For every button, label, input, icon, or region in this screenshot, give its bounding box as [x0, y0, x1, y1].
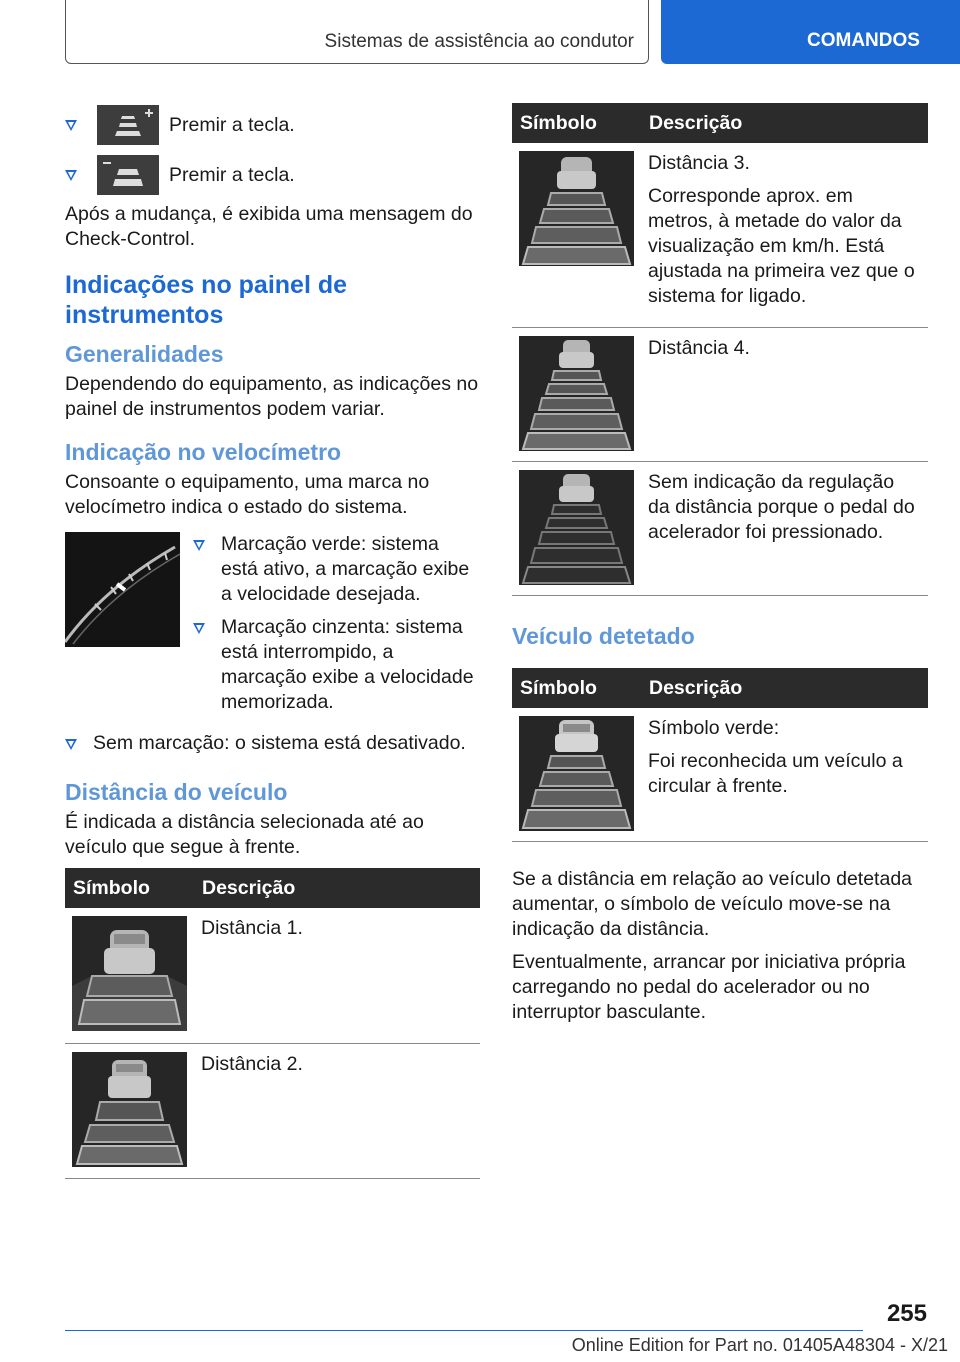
- page-number: 255: [886, 1300, 927, 1327]
- heading-speedometer: Indicação no velocímetro: [65, 439, 342, 465]
- bullet-triangle-icon: [65, 120, 77, 131]
- row-description: Foi reconhecida um veículo a circular à frente.: [648, 750, 903, 797]
- list-item: Sem marcação: o sistema está desativado.: [65, 731, 480, 756]
- footer-divider: [65, 1330, 863, 1331]
- row-description: Distância 3.: [648, 152, 750, 174]
- table-header-row: [65, 868, 480, 908]
- table-header-row: [512, 103, 928, 143]
- table-row: [65, 1043, 480, 1178]
- right-column: [512, 103, 928, 1033]
- table-header-row: [512, 668, 928, 708]
- key-item-decrease: [65, 150, 480, 200]
- key-item-label: Premir a tecla.: [169, 113, 295, 136]
- row-description: Distância 1.: [201, 917, 303, 939]
- distance-table-right: [512, 103, 928, 596]
- table-row: [512, 708, 928, 842]
- heading-vehicle-detected: Veículo detetado: [512, 623, 695, 649]
- speedometer-bullets: [193, 532, 480, 723]
- general-text: Dependendo do equipamento, as indicações no painel de instrumentos podem variar.: [65, 373, 479, 420]
- row-description: Distância 4.: [648, 337, 750, 359]
- vehicle-detected-symbol-icon: [519, 716, 634, 831]
- list-item: Marcação cinzenta: sistema está interrompido, a marcação exibe a velocidade memorizada.: [193, 615, 480, 715]
- header-section-box: [65, 0, 649, 64]
- list-item: Marcação verde: sistema está ativo, a marcação exibe a velocidade desejada.: [193, 532, 480, 607]
- distance-text: É indicada a distância selecionada até ao veículo que segue à frente.: [65, 811, 424, 858]
- bullet-triangle-icon: [65, 739, 77, 750]
- section-title: Sistemas de assistência ao condutor: [324, 31, 634, 52]
- header-chapter-tab[interactable]: [661, 0, 960, 64]
- vehicle-detected-table: [512, 668, 928, 842]
- chapter-title: COMANDOS: [807, 30, 920, 51]
- distance-increase-key-icon: [97, 105, 159, 145]
- detected-paragraph-2: Eventualmente, arrancar por iniciativa própria carregando no pedal do acelerador ou no interruptor basculante.: [512, 951, 906, 1023]
- row-description: Distância 2.: [201, 1052, 303, 1075]
- distance-1-symbol-icon: [72, 916, 187, 1031]
- column-header-symbol: Símbolo: [65, 868, 194, 908]
- column-header-symbol: Símbolo: [512, 103, 641, 143]
- heading-distance: Distância do veículo: [65, 779, 288, 805]
- distance-3-symbol-icon: [519, 151, 634, 266]
- table-row: [65, 908, 480, 1043]
- distance-table-left: [65, 868, 480, 1179]
- distance-decrease-key-icon: [97, 155, 159, 195]
- table-row: [512, 328, 928, 462]
- speedometer-marker-image: [65, 532, 180, 647]
- bullet-triangle-icon: [193, 540, 205, 551]
- column-header-symbol: Símbolo: [512, 668, 641, 708]
- table-row: [512, 143, 928, 328]
- row-description: Símbolo verde:: [648, 717, 780, 739]
- row-description: Corresponde aprox. em metros, à metade do valor da visualização em km/h. Está ajustada na primeira vez que o sistema for ligado.: [648, 185, 915, 307]
- after-change-text: Após a mudança, é exibida uma mensagem do Check-Control.: [65, 203, 473, 250]
- bullet-triangle-icon: [65, 170, 77, 181]
- table-row: [512, 462, 928, 596]
- key-item-increase: [65, 100, 480, 150]
- detected-paragraph-1: Se a distância em relação ao veículo detetada aumentar, o símbolo de veículo move-se na indicação da distância.: [512, 868, 913, 940]
- column-header-description: Descrição: [194, 868, 480, 908]
- distance-4-symbol-icon: [519, 336, 634, 451]
- speedometer-text: Consoante o equipamento, uma marca no velocímetro indica o estado do sistema.: [65, 471, 430, 518]
- row-description: Sem indicação da regulação da distância porque o pedal do acelerador foi pressionado.: [648, 471, 915, 543]
- heading-general: Generalidades: [65, 341, 224, 367]
- no-distance-control-symbol-icon: [519, 470, 634, 585]
- column-header-description: Descrição: [641, 103, 928, 143]
- left-column: [65, 100, 480, 1179]
- column-header-description: Descrição: [641, 668, 928, 708]
- distance-2-symbol-icon: [72, 1052, 187, 1167]
- bullet-triangle-icon: [193, 623, 205, 634]
- heading-indications: Indicações no painel de instrumentos: [65, 271, 348, 329]
- speedometer-section: [65, 532, 480, 723]
- footer-edition: Online Edition for Part no. 01405A48304 - X/21: [571, 1335, 948, 1355]
- key-item-label: Premir a tecla.: [169, 163, 295, 186]
